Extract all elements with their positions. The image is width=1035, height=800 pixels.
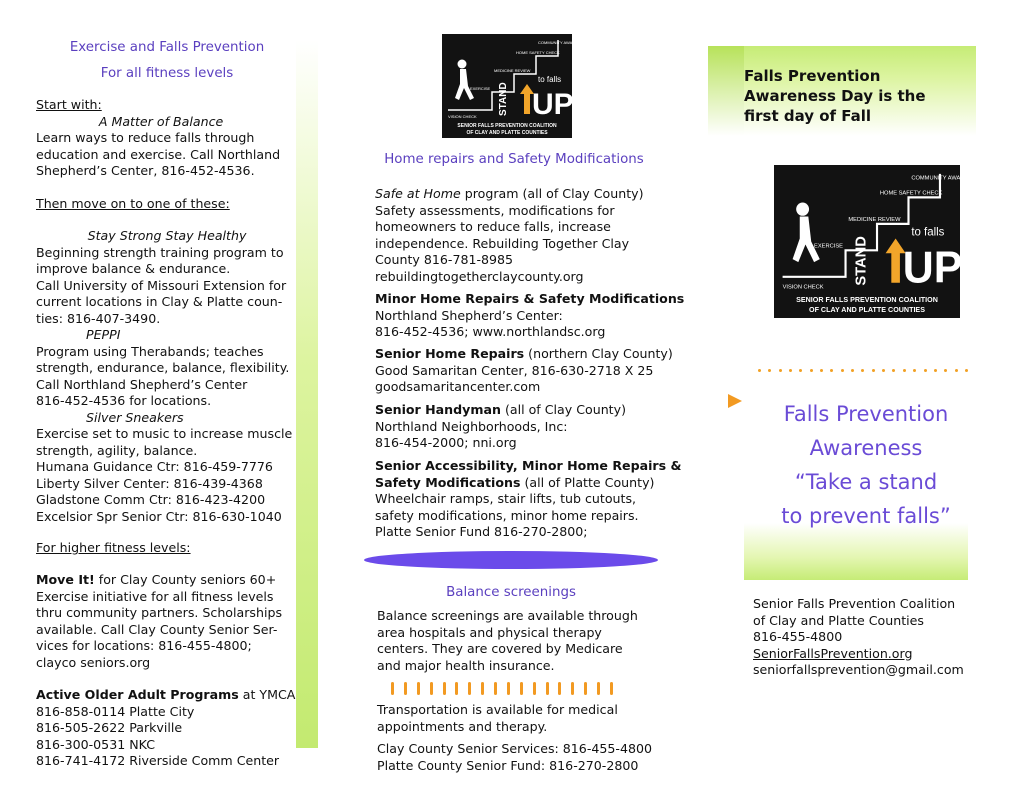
- ymca-title: Active Older Adult Programs: [36, 687, 239, 702]
- balance-line: and major health insurance.: [377, 657, 555, 673]
- logo-large: [774, 165, 984, 318]
- awareness-day-line: Awareness Day is the: [744, 87, 926, 105]
- balance-line: Balance screenings are available through: [377, 608, 638, 623]
- tick-mark: [520, 682, 523, 695]
- accessibility-title-1: Senior Accessibility, Minor Home Repairs &: [375, 458, 682, 473]
- services-line: Clay County Senior Services: 816-455-4800: [377, 741, 652, 756]
- tick-mark: [584, 682, 587, 695]
- tagline-line: to prevent falls”: [781, 504, 951, 528]
- safe-home-line: County 816-781-8985: [375, 252, 514, 267]
- tick-mark: [468, 682, 471, 695]
- tick-mark: [481, 682, 484, 695]
- move-it-line: Exercise initiative for all fitness levels: [36, 588, 274, 604]
- purple-oval-divider: [364, 551, 658, 569]
- coalition-line: Senior Falls Prevention Coalition: [753, 596, 956, 611]
- matter-line: Learn ways to reduce falls through: [36, 130, 255, 145]
- matter-of-balance-title: A Matter of Balance: [98, 113, 224, 129]
- ymca-line: 816-300-0531 NKC: [36, 736, 156, 752]
- tagline-block: [744, 397, 988, 533]
- logo-step-1: VISION CHECK: [448, 114, 477, 119]
- logo-graphic-large: [774, 165, 984, 318]
- logo-large-step-3: MEDICINE REVIEW: [848, 216, 901, 223]
- silver-line: Liberty Silver Center: 816-439-4368: [36, 475, 263, 491]
- dot: [903, 369, 906, 372]
- coalition-email[interactable]: seniorfallsprevention@gmail.com: [753, 662, 964, 677]
- stay-strong-line: Beginning strength training program to: [36, 244, 284, 260]
- left-green-bar: [296, 40, 318, 748]
- start-with-label: Start with:: [36, 97, 102, 112]
- dot: [851, 369, 854, 372]
- handyman-title: Senior Handyman: [375, 402, 501, 417]
- transport-line: Transportation is available for medical: [377, 702, 618, 717]
- peppi-line: Call Northland Shepherd’s Center: [36, 376, 248, 392]
- handyman-rest: (all of Clay County): [500, 402, 626, 417]
- balance-heading: Balance screenings: [446, 585, 576, 600]
- tick-mark: [455, 682, 458, 695]
- senior-repairs-title: Senior Home Repairs: [375, 346, 525, 361]
- logo-large-footer-2: OF CLAY AND PLATTE COUNTIES: [809, 305, 925, 315]
- accessibility-title-rest: (all of Platte County): [520, 474, 655, 490]
- tagline-line: Falls Prevention: [783, 402, 949, 426]
- orange-tick-divider: [391, 682, 613, 695]
- peppi-line: Program using Therabands; teaches: [36, 343, 264, 359]
- dot: [861, 369, 864, 372]
- tick-mark: [571, 682, 574, 695]
- dot: [892, 369, 895, 372]
- logo-large-footer-1: SENIOR FALLS PREVENTION COALITION: [796, 294, 938, 304]
- ymca-rest: at YMCA: [238, 687, 296, 702]
- dot: [768, 369, 771, 372]
- coalition-website-link[interactable]: SeniorFallsPrevention.org: [753, 645, 913, 661]
- minor-repairs-title: Minor Home Repairs & Safety Modifications: [375, 291, 685, 306]
- logo-step-2: EXERCISE: [470, 86, 491, 91]
- tick-mark: [430, 682, 433, 695]
- logo-graphic: [442, 34, 589, 138]
- safe-home-line: independence. Rebuilding Together Clay: [375, 235, 630, 251]
- tick-mark: [533, 682, 536, 695]
- dot: [841, 369, 844, 372]
- coalition-phone: 816-455-4800: [753, 629, 843, 644]
- tick-mark: [417, 682, 420, 695]
- peppi-line: strength, endurance, balance, flexibility.: [36, 360, 290, 375]
- dot: [789, 369, 792, 372]
- matter-line: Shepherd’s Center, 816-452-4536.: [36, 163, 255, 178]
- move-it-title: Move It!: [36, 572, 95, 587]
- logo-up-text: UP: [532, 88, 574, 121]
- silver-line: Gladstone Comm Ctr: 816-423-4200: [36, 492, 266, 507]
- stay-strong-title: Stay Strong Stay Healthy: [87, 228, 247, 243]
- left-heading-2: For all fitness levels: [100, 66, 234, 81]
- handyman-line: Northland Neighborhoods, Inc:: [375, 418, 568, 434]
- peppi-title: PEPPI: [86, 327, 121, 342]
- transport-line: appointments and therapy.: [377, 718, 548, 734]
- silver-line: strength, agility, balance.: [36, 442, 198, 458]
- tick-mark: [391, 682, 394, 695]
- accessibility-line: Wheelchair ramps, stair lifts, tub cutouts,: [375, 491, 637, 506]
- coalition-line: of Clay and Platte Counties: [753, 612, 924, 628]
- services-line: Platte County Senior Fund: 816-270-2800: [377, 757, 639, 773]
- logo-step-3: MEDICINE REVIEW: [494, 68, 531, 73]
- safe-at-home-rest: program (all of Clay County): [460, 186, 644, 201]
- dot: [820, 369, 823, 372]
- awareness-day-block: [744, 66, 974, 126]
- senior-repairs-rest: (northern Clay County): [524, 346, 673, 361]
- logo-large-step-1: VISION CHECK: [782, 284, 824, 291]
- dot: [965, 369, 968, 372]
- silver-line: Exercise set to music to increase muscle: [36, 426, 293, 441]
- dot: [779, 369, 782, 372]
- logo-large-step-4: HOME SAFETY CHECK: [879, 190, 943, 197]
- dot: [758, 369, 761, 372]
- dot: [944, 369, 947, 372]
- left-heading-1: Exercise and Falls Prevention: [69, 40, 265, 55]
- dot: [924, 369, 927, 372]
- logo-footer-1: SENIOR FALLS PREVENTION COALITION: [457, 123, 557, 129]
- move-it-first: for Clay County seniors 60+: [94, 572, 277, 587]
- accessibility-title-2: Safety Modifications: [375, 474, 521, 490]
- stay-strong-line: improve balance & endurance.: [36, 261, 231, 276]
- silver-sneakers-title: Silver Sneakers: [86, 409, 184, 425]
- logo-large-to-falls: to falls: [911, 225, 945, 239]
- home-repairs-heading: Home repairs and Safety Modifications: [384, 152, 644, 167]
- tick-mark: [443, 682, 446, 695]
- logo-stand-text: STAND: [498, 82, 509, 116]
- safe-at-home-title: Safe at Home: [375, 186, 461, 201]
- awareness-day-line: Falls Prevention: [744, 67, 881, 85]
- silver-line: Excelsior Spr Senior Ctr: 816-630-1040: [36, 508, 282, 524]
- tick-mark: [558, 682, 561, 695]
- safe-home-line: rebuildingtogetherclaycounty.org: [375, 268, 584, 284]
- safe-home-line: homeowners to reduce falls, increase: [375, 219, 611, 234]
- orange-dot-divider: [758, 369, 968, 372]
- logo-large-stand: STAND: [853, 236, 870, 286]
- matter-line: education and exercise. Call Northland: [36, 146, 281, 162]
- move-it-line: vices for locations: 816-455-4800;: [36, 638, 252, 653]
- dot: [872, 369, 875, 372]
- then-move-label: Then move on to one of these:: [36, 196, 230, 211]
- stay-strong-line: Call University of Missouri Extension for: [36, 277, 287, 293]
- tick-mark: [546, 682, 549, 695]
- awareness-day-line: first day of Fall: [744, 107, 872, 125]
- logo-step-5: COMMUNITY AWARENESS: [538, 40, 589, 45]
- dot: [810, 369, 813, 372]
- peppi-line: 816-452-4536 for locations.: [36, 393, 212, 408]
- dot: [913, 369, 916, 372]
- tagline-line: Awareness: [809, 436, 923, 460]
- tick-mark: [494, 682, 497, 695]
- logo-large-up: UP: [902, 244, 963, 293]
- accessibility-line: safety modifications, minor home repairs.: [375, 507, 639, 523]
- balance-line: area hospitals and physical therapy: [377, 624, 602, 640]
- logo-to-falls: to falls: [538, 75, 562, 84]
- ymca-line: 816-741-4172 Riverside Comm Center: [36, 753, 280, 768]
- tagline-line: “Take a stand: [794, 470, 938, 494]
- stay-strong-line: current locations in Clay & Platte coun-: [36, 294, 283, 309]
- ymca-line: 816-505-2622 Parkville: [36, 720, 183, 735]
- balance-line: centers. They are covered by Medicare: [377, 641, 623, 656]
- tick-mark: [404, 682, 407, 695]
- dot: [799, 369, 802, 372]
- stay-strong-line: ties: 816-407-3490.: [36, 310, 161, 326]
- right-top-green-accent: [708, 46, 744, 136]
- orange-triangle-icon: [728, 394, 742, 408]
- dot: [830, 369, 833, 372]
- dot: [882, 369, 885, 372]
- move-it-line: available. Call Clay County Senior Ser-: [36, 621, 278, 637]
- move-it-line: clayco seniors.org: [36, 654, 151, 670]
- minor-line: 816-452-4536; www.northlandsc.org: [375, 324, 606, 339]
- logo-large-step-2: EXERCISE: [814, 243, 843, 250]
- logo-large-step-5: COMMUNITY AWARENESS: [911, 175, 984, 182]
- ymca-line: 816-858-0114 Platte City: [36, 703, 195, 719]
- tick-mark: [507, 682, 510, 695]
- tick-mark: [610, 682, 613, 695]
- safe-home-line: Safety assessments, modifications for: [375, 202, 615, 218]
- logo-footer-2: OF CLAY AND PLATTE COUNTIES: [466, 130, 548, 136]
- dot: [934, 369, 937, 372]
- handyman-line: 816-454-2000; nni.org: [375, 435, 517, 450]
- coalition-contact: [753, 596, 1013, 679]
- move-it-line: thru community partners. Scholarships: [36, 605, 283, 620]
- silver-line: Humana Guidance Ctr: 816-459-7776: [36, 459, 273, 474]
- logo-small: [442, 34, 589, 138]
- accessibility-line: Platte Senior Fund 816-270-2800;: [375, 524, 588, 539]
- tick-mark: [597, 682, 600, 695]
- senior-repairs-line: goodsamaritancenter.com: [375, 379, 541, 394]
- logo-step-4: HOME SAFETY CHECK: [516, 50, 560, 55]
- dot: [955, 369, 958, 372]
- minor-line: Northland Shepherd’s Center:: [375, 307, 563, 323]
- higher-levels-label: For higher fitness levels:: [36, 540, 191, 555]
- senior-repairs-line: Good Samaritan Center, 816-630-2718 X 25: [375, 362, 654, 378]
